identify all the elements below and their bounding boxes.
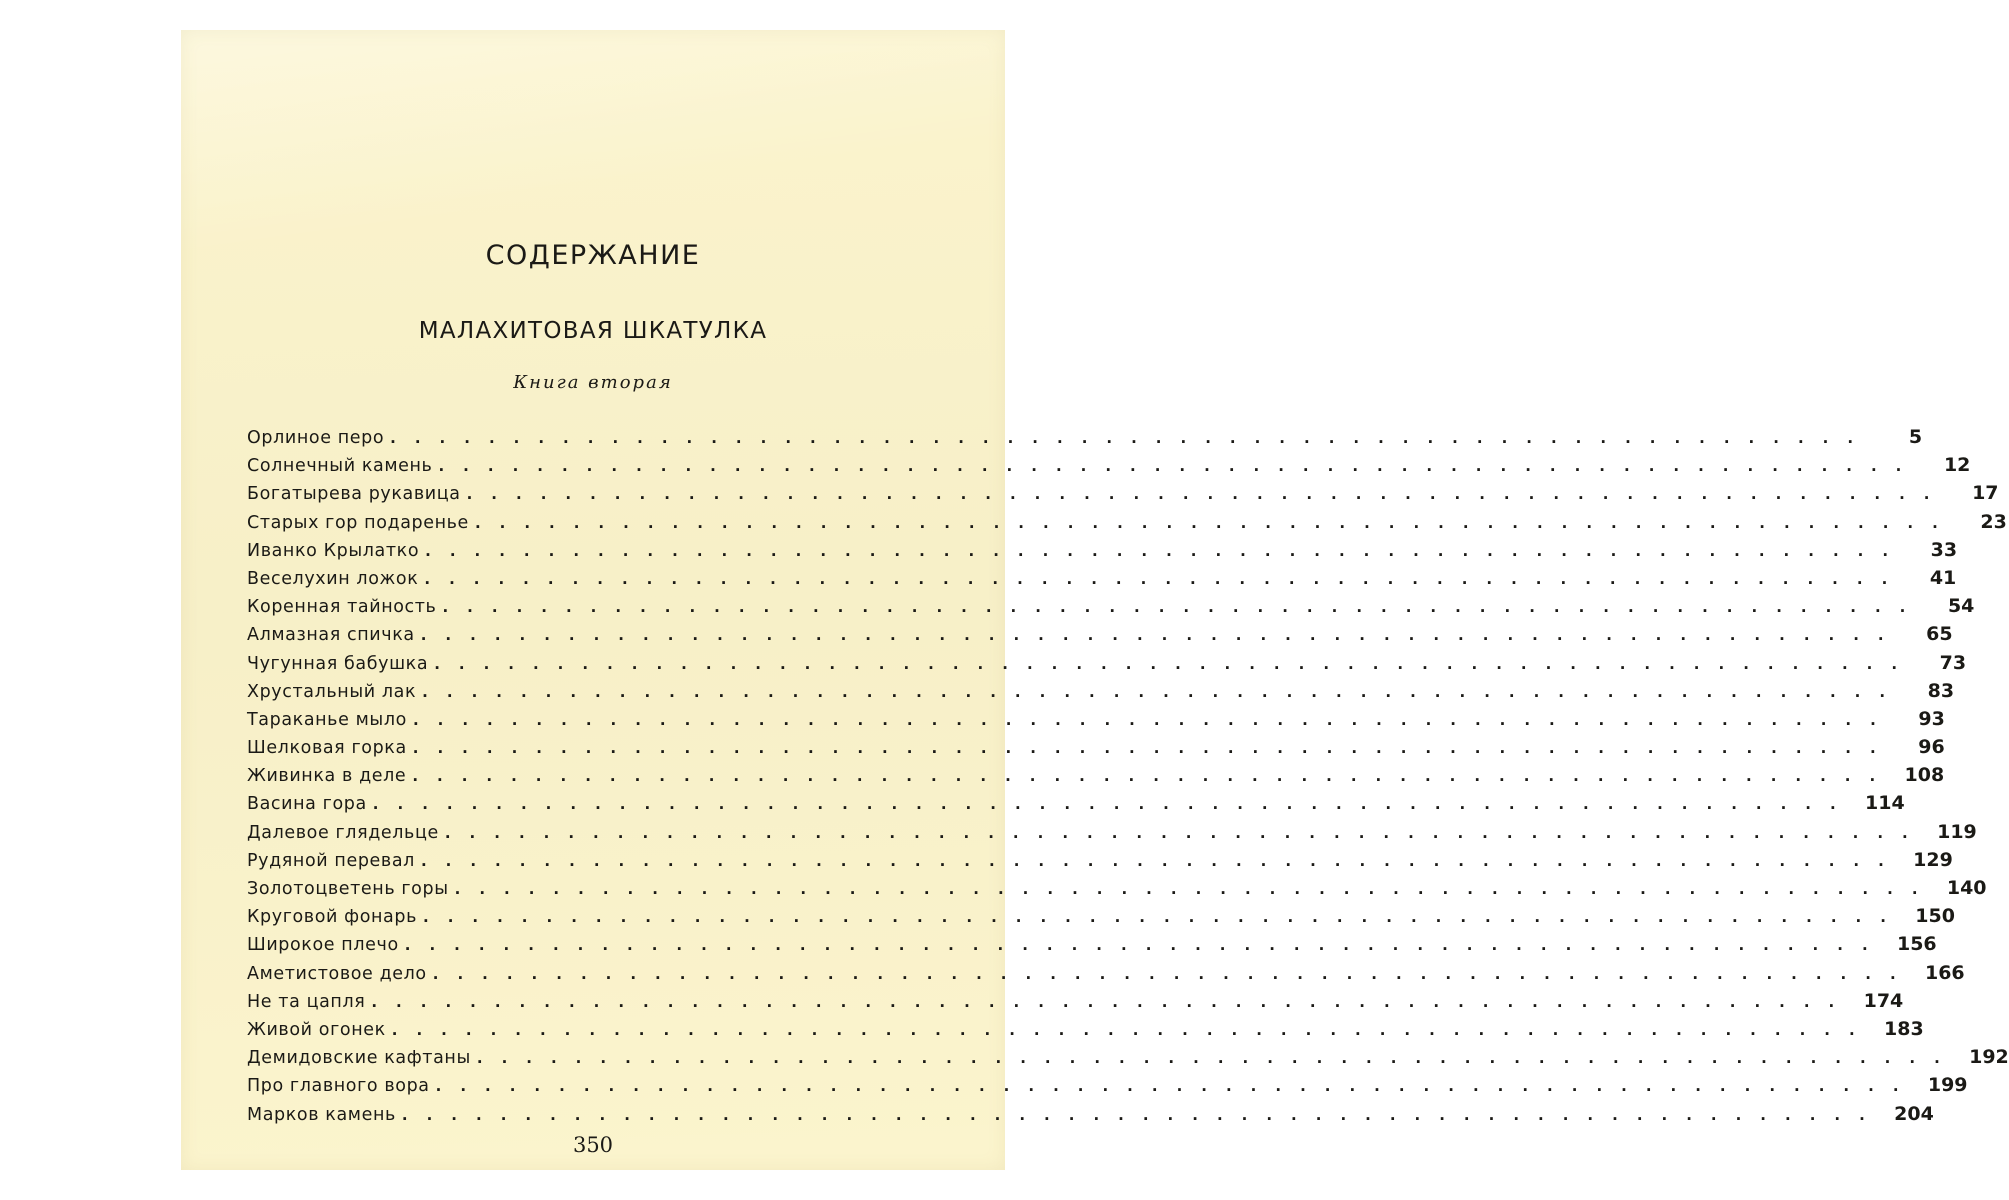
toc-entry [247,736,1945,764]
toc-entry-title: Старых гор подаренье [247,512,469,533]
toc-entry-page: 93 [1918,707,1945,730]
toc-entry-page: 156 [1896,933,1937,956]
toc-entry-title: Хрустальный лак [247,681,417,702]
book-subtitle: Книга вторая [513,372,673,393]
toc-entry-title: Рудяной перевал [247,850,415,871]
toc-entry [247,820,1977,849]
toc-entry [247,482,1999,510]
toc-entry-page: 183 [1884,1017,1924,1040]
book-title: МАЛАХИТОВАЯ ШКАТУЛКА [418,318,768,344]
toc-entry [247,595,1975,623]
dot-leader: ............................................................ [444,823,1927,842]
dot-leader: ............................................................ [442,598,1925,617]
toc-entry-page: 166 [1924,961,1965,984]
toc-entry-page: 73 [1939,651,1967,674]
toc-entry [247,1046,2009,1074]
toc-entry-title: Золотоцветень горы [247,879,449,899]
dot-leader: ............................................................ [412,710,1895,729]
toc-entry-page: 33 [1930,538,1958,561]
toc-entry-page: 96 [1918,736,1945,759]
toc-entry-title: Круговой фонарь [247,907,418,928]
dot-leader: ............................................................ [420,851,1903,870]
toc-entry-page: 204 [1894,1102,1934,1125]
dot-leader: ............................................................ [420,626,1903,645]
toc-entry-title: Живинка в деле [247,766,407,787]
toc-entry-title: Орлиное перо [247,428,385,448]
toc-entry-page: 41 [1929,566,1957,589]
toc-entry-title: Про главного вора [247,1076,430,1097]
toc-entry-page: 192 [1969,1046,2009,1069]
dot-leader: ............................................................ [401,1105,1884,1124]
toc-entry [247,538,1958,567]
toc-entry-title: Васина гора [247,794,367,815]
table-of-contents [247,426,2009,1131]
toc-entry [247,764,1945,792]
dot-leader: ............................................................ [412,739,1895,758]
toc-entry-page: 54 [1947,595,1975,618]
toc-entry [247,707,1945,736]
dot-leader: ............................................................ [390,429,1873,447]
toc-entry-page: 108 [1904,764,1945,787]
dot-leader: ............................................................ [412,767,1895,786]
page-title: СОДЕРЖАНИЕ [485,240,701,271]
dot-leader: ............................................................ [435,1077,1918,1096]
toc-entry [247,1074,1968,1102]
toc-entry [247,566,1957,595]
toc-entry-page: 83 [1927,679,1955,702]
book-page [181,30,2009,1170]
toc-entry-page: 150 [1915,905,1955,928]
dot-leader: ............................................................ [434,654,1917,673]
toc-entry [247,510,2007,539]
dot-leader: ............................................................ [371,992,1854,1011]
toc-entry-page: 23 [1980,510,2007,533]
toc-entry [247,679,1955,708]
page-number: 350 [572,1133,614,1157]
toc-entry-page: 174 [1863,989,1904,1012]
toc-entry-page: 5 [1908,426,1923,448]
toc-entry-title: Демидовские кафтаны [247,1048,471,1069]
toc-entry [247,933,1937,961]
toc-entry [247,623,1953,651]
dot-leader: ............................................................ [466,485,1949,504]
toc-entry [247,905,1955,933]
toc-entry-title: Шелковая горка [247,738,407,759]
toc-entry-title: Живой огонек [247,1019,386,1040]
toc-entry-title: Марков камень [247,1104,396,1125]
toc-entry [247,1102,1934,1131]
toc-entry-title: Веселухин ложок [247,568,419,589]
dot-leader: ............................................................ [423,908,1905,927]
toc-entry-title: Коренная тайность [247,597,437,618]
toc-entry-page: 114 [1865,792,1905,815]
dot-leader: ............................................................ [404,936,1887,955]
toc-entry-title: Далевое глядельце [247,822,439,843]
toc-entry [247,848,1953,877]
dot-leader: ............................................................ [372,795,1855,814]
dot-leader: ............................................................ [438,457,1921,476]
toc-entry-page: 12 [1943,454,1971,477]
toc-entry-title: Солнечный камень [247,456,433,477]
toc-entry-title: Богатырева рукавица [247,484,461,505]
dot-leader: ............................................................ [432,964,1915,983]
dot-leader: ............................................................ [424,569,1907,588]
dot-leader: ............................................................ [454,880,1937,898]
toc-entry [247,792,1905,820]
toc-entry-title: Иванко Крылатко [247,540,420,561]
toc-entry-page: 140 [1946,877,1987,899]
dot-leader: ............................................................ [425,541,1908,560]
toc-entry [247,454,1971,482]
toc-entry [247,1017,1924,1046]
toc-entry-page: 129 [1913,848,1953,871]
dot-leader: ............................................................ [474,513,1957,532]
toc-entry-page: 119 [1937,820,1977,843]
dot-leader: ............................................................ [422,682,1905,701]
toc-entry-page: 65 [1926,623,1953,646]
dot-leader: ............................................................ [476,1049,1959,1068]
toc-entry [247,651,1967,680]
toc-entry [247,426,1923,454]
dot-leader: ............................................................ [391,1020,1874,1039]
toc-entry [247,989,1904,1018]
toc-entry-title: Аметистовое дело [247,963,427,984]
toc-entry-title: Алмазная спичка [247,625,415,646]
toc-entry [247,877,1987,905]
toc-entry [247,961,1965,990]
toc-entry-page: 17 [1972,482,1999,505]
toc-entry-title: Чугунная бабушка [247,653,429,674]
toc-entry-page: 199 [1927,1074,1968,1097]
toc-entry-title: Широкое плечо [247,935,399,956]
toc-entry-title: Тараканье мыло [247,709,407,730]
toc-entry-title: Не та цапля [247,991,366,1012]
